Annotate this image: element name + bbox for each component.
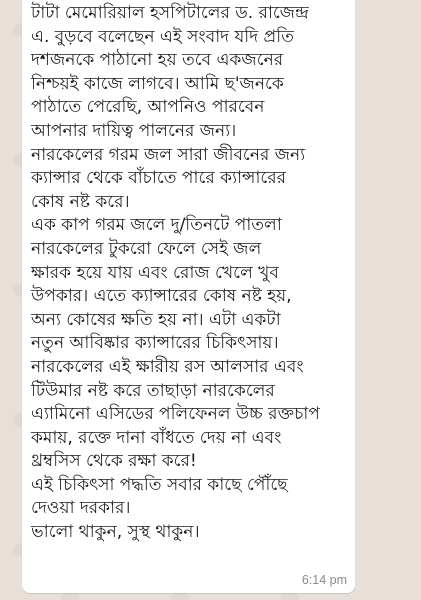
chat-background-strip — [355, 0, 421, 600]
message-line: টাটা মেমোরিয়াল হসপিটালের ড. রাজেন্দ্র — [31, 3, 309, 23]
message-line: কোষ নষ্ট করে। — [31, 191, 130, 212]
message-line: দশজনকে পাঠানো হয় তবে একজনের — [31, 50, 284, 71]
message-line: নারকেলের এই ক্ষারীয় রস আলসার এবং — [31, 356, 304, 377]
message-line: ক্ষারক হয়ে যায় এবং রোজ খেলে খুব — [31, 262, 279, 283]
message-line: কমায়, রক্তে দানা বাঁধতে দেয় না এবং — [31, 427, 282, 448]
message-line: উপকার। এতে ক্যান্সারের কোষ নষ্ট হয়, — [31, 286, 292, 307]
message-line: এ. বুড়বে বলেছেন এই সংবাদ যদি প্রতি — [31, 26, 294, 47]
message-line: অন্য কোষের ক্ষতি হয় না। এটা একটা — [31, 309, 281, 330]
message-line: এক কাপ গরম জলে দু/তিনটে পাতলা — [31, 215, 282, 236]
message-line: নিশ্চয়ই কাজে লাগবে। আমি ছ'জনকে — [31, 73, 284, 94]
message-line: ভালো থাকুন, সুস্থ থাকুন। — [31, 522, 200, 543]
message-line: থ্রম্বসিস থেকে রক্ষা করে! — [31, 451, 197, 472]
message-line: এ্যামিনো এসিডের পলিফেনল উচ্চ রক্তচাপ — [31, 404, 320, 425]
message-line: নারকেলের গরম জল সারা জীবনের জন্য — [31, 144, 306, 165]
message-line: দেওয়া দরকার। — [31, 498, 131, 519]
message-line: টিউমার নষ্ট করে তাছাড়া নারকেলের — [31, 380, 275, 401]
message-line: পাঠাতে পেরেছি, আপনিও পারবেন — [31, 97, 265, 118]
message-line: নতুন আবিষ্কার ক্যান্সারের চিকিৎসায়। — [31, 333, 279, 354]
message-line: এই চিকিৎসা পদ্ধতি সবার কাছে পৌঁছে — [31, 474, 288, 495]
message-line: ক্যান্সার থেকে বাঁচাতে পারে ক্যান্সারের — [31, 168, 286, 189]
message-text — [31, 2, 347, 545]
incoming-message-bubble[interactable] — [22, 0, 355, 593]
message-timestamp: 6:14 pm — [301, 573, 347, 587]
message-line: নারকেলের টুকরো ফেলে সেই জল — [31, 238, 262, 259]
message-line: আপনার দায়িত্ব পালনের জন্য। — [31, 120, 237, 141]
